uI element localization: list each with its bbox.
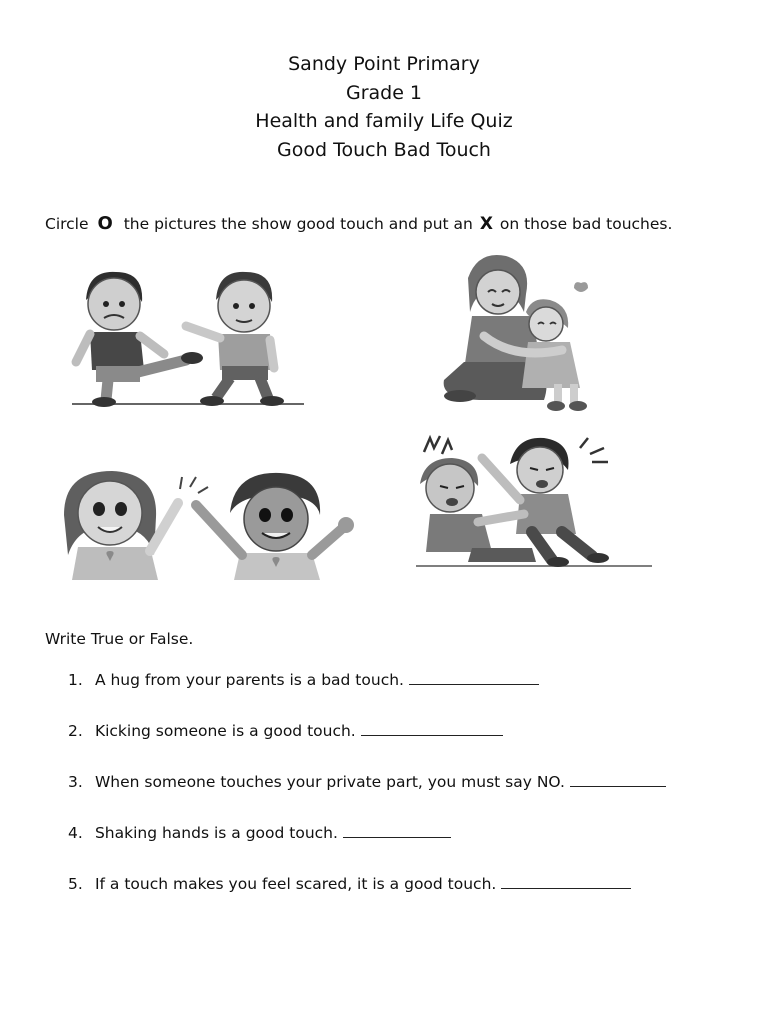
true-false-title: Write True or False. [45, 630, 194, 648]
girls-high-five-illustration[interactable] [54, 465, 364, 580]
question-text: A hug from your parents is a bad touch. [94, 671, 404, 689]
x-symbol: X [479, 214, 493, 234]
question-text: When someone touches your private part, you must say NO. [94, 773, 565, 791]
list-item [68, 874, 666, 925]
answer-blank[interactable] [501, 874, 631, 889]
question-list [68, 670, 666, 925]
question-text: If a touch makes you feel scared, it is a good touch. [94, 875, 497, 893]
instruction-part2: the pictures the show good touch and put an [123, 215, 473, 233]
quiz-subject: Health and family Life Quiz [255, 110, 513, 132]
answer-blank[interactable] [361, 721, 503, 736]
instruction-part3: on those bad touches. [499, 215, 673, 233]
list-item [68, 670, 666, 721]
circle-symbol: O [97, 213, 113, 234]
question-number: 4. [68, 824, 83, 842]
question-number: 1. [68, 671, 83, 689]
instruction-part1: Circle [45, 215, 89, 233]
picture-instruction [45, 213, 672, 234]
mother-hugging-child-illustration[interactable] [424, 250, 624, 415]
question-text: Shaking hands is a good touch. [94, 824, 338, 842]
worksheet-header [0, 50, 768, 164]
list-item [68, 721, 666, 772]
school-name: Sandy Point Primary [288, 53, 480, 75]
grade-label: Grade 1 [345, 81, 423, 104]
quiz-topic: Good Touch Bad Touch [277, 138, 491, 161]
kicking-kids-illustration[interactable] [68, 262, 308, 410]
answer-blank[interactable] [409, 670, 539, 685]
question-number: 3. [68, 773, 83, 791]
kids-fighting-illustration[interactable] [412, 430, 657, 570]
question-number: 2. [68, 722, 83, 740]
question-number: 5. [68, 875, 83, 893]
answer-blank[interactable] [570, 772, 666, 787]
question-text: Kicking someone is a good touch. [94, 722, 356, 740]
list-item [68, 823, 666, 874]
answer-blank[interactable] [343, 823, 451, 838]
list-item [68, 772, 666, 823]
